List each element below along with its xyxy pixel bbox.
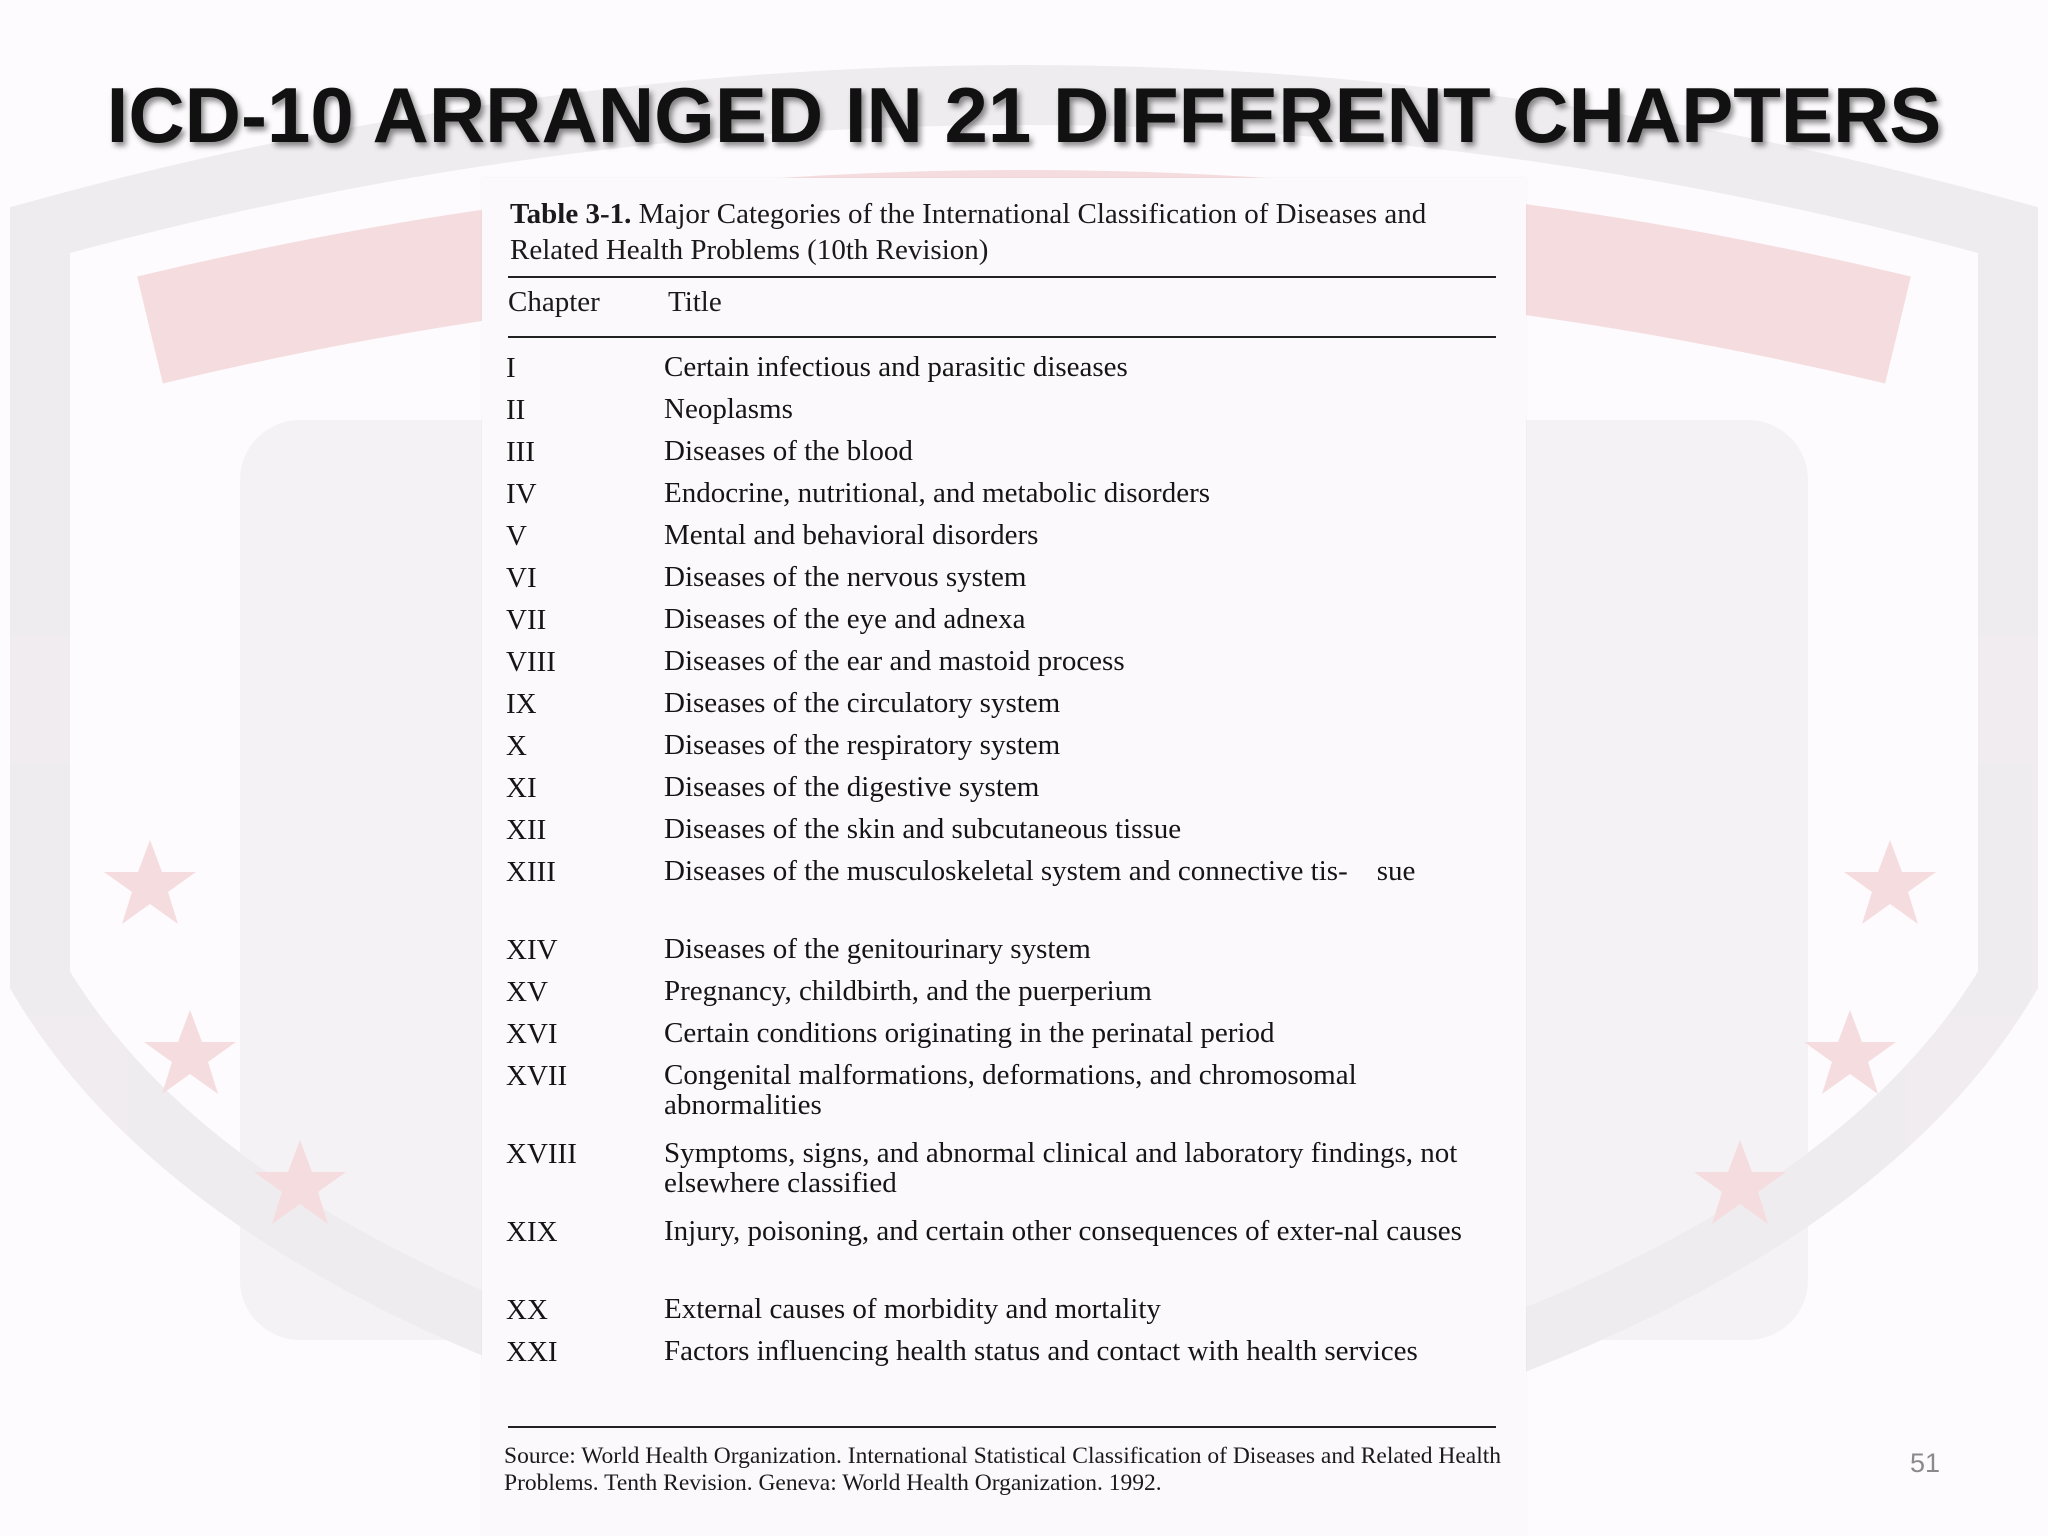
- table-source-note: Source: World Health Organization. International Statistical Classification of Diseases and Related Health Problems. Tenth Revision. Geneva: World Health Organization. 1992.: [504, 1443, 1502, 1496]
- table-caption-text: Major Categories of the International Classification of Diseases and Related Health Problems (10th Revision): [510, 198, 1427, 266]
- chapter-title: Diseases of the ear and mastoid process: [664, 645, 1125, 677]
- table-row: [482, 1216, 1526, 1294]
- page-number: 51: [1910, 1448, 1941, 1478]
- slide-title: ICD-10 ARRANGED IN 21 DIFFERENT CHAPTERS: [106, 71, 1942, 159]
- table-row: [482, 934, 1526, 976]
- chapter-title: Diseases of the blood: [664, 435, 913, 467]
- chapter-number: I: [506, 352, 516, 384]
- chapter-number: VII: [506, 604, 547, 636]
- table-row: [482, 562, 1526, 604]
- scanned-table-image: [482, 178, 1526, 1536]
- chapter-title: Factors influencing health status and contact with health services: [664, 1335, 1418, 1367]
- chapter-title: Diseases of the digestive system: [664, 771, 1040, 803]
- chapter-title: Certain infectious and parasitic diseases: [664, 351, 1128, 383]
- table-row: [482, 856, 1526, 934]
- chapter-number: V: [506, 520, 527, 552]
- chapter-title: Mental and behavioral disorders: [664, 519, 1039, 551]
- column-header-title: Title: [668, 286, 722, 318]
- chapter-title: Injury, poisoning, and certain other consequences of exter-nal causes: [664, 1215, 1462, 1247]
- chapter-title: Diseases of the respiratory system: [664, 729, 1061, 761]
- chapter-title: Pregnancy, childbirth, and the puerperium: [664, 975, 1152, 1007]
- table-row: [482, 814, 1526, 856]
- chapter-number: IV: [506, 478, 537, 510]
- chapter-title: Diseases of the genitourinary system: [664, 933, 1091, 965]
- chapter-number: XVII: [506, 1060, 568, 1092]
- chapter-number: XXI: [506, 1336, 558, 1368]
- table-row: [482, 688, 1526, 730]
- table-row: [482, 520, 1526, 562]
- chapter-number: XX: [506, 1294, 548, 1326]
- table-row: [482, 394, 1526, 436]
- chapter-title: Diseases of the circulatory system: [664, 687, 1061, 719]
- table-row: [482, 1060, 1526, 1138]
- table-row: [482, 478, 1526, 520]
- chapter-title: Certain conditions originating in the perinatal period: [664, 1017, 1275, 1049]
- chapter-number: XVIII: [506, 1138, 577, 1170]
- table-row: [482, 730, 1526, 772]
- column-header-chapter: Chapter: [508, 286, 600, 318]
- chapter-number: XVI: [506, 1018, 558, 1050]
- chapter-number: XII: [506, 814, 547, 846]
- chapter-number: XIV: [506, 934, 558, 966]
- header-rule: [508, 336, 1496, 338]
- chapter-title: Diseases of the skin and subcutaneous tissue: [664, 813, 1182, 845]
- chapter-number: XIX: [506, 1216, 558, 1248]
- chapter-number: X: [506, 730, 527, 762]
- table-row: [482, 604, 1526, 646]
- table-row: [482, 436, 1526, 478]
- chapter-title: External causes of morbidity and mortality: [664, 1293, 1161, 1325]
- chapter-number: VIII: [506, 646, 556, 678]
- bottom-rule: [508, 1426, 1496, 1428]
- table-row: [482, 646, 1526, 688]
- table-row: [482, 1294, 1526, 1336]
- table-caption-label: Table 3-1.: [510, 198, 632, 230]
- chapter-title: Diseases of the musculoskeletal system and connective tis- sue: [664, 855, 1416, 887]
- chapter-number: IX: [506, 688, 537, 720]
- chapter-number: XIII: [506, 856, 556, 888]
- chapter-title: Neoplasms: [664, 393, 793, 425]
- table-row: [482, 772, 1526, 814]
- chapter-title: Symptoms, signs, and abnormal clinical and laboratory findings, not elsewhere classified: [664, 1137, 1458, 1199]
- chapter-title: Endocrine, nutritional, and metabolic disorders: [664, 477, 1211, 509]
- table-row: [482, 1018, 1526, 1060]
- table-row: [482, 352, 1526, 394]
- chapter-title: Congenital malformations, deformations, and chromosomal abnormalities: [664, 1059, 1357, 1121]
- table-caption: [510, 196, 1490, 268]
- chapter-number: II: [506, 394, 526, 426]
- chapter-number: III: [506, 436, 535, 468]
- chapter-title: Diseases of the eye and adnexa: [664, 603, 1026, 635]
- chapter-number: XI: [506, 772, 537, 804]
- table-row: [482, 1336, 1526, 1414]
- table-body: [482, 352, 1526, 1414]
- top-rule: [508, 276, 1496, 278]
- table-row: [482, 1138, 1526, 1216]
- chapter-number: VI: [506, 562, 537, 594]
- chapter-title: Diseases of the nervous system: [664, 561, 1027, 593]
- chapter-number: XV: [506, 976, 548, 1008]
- table-row: [482, 976, 1526, 1018]
